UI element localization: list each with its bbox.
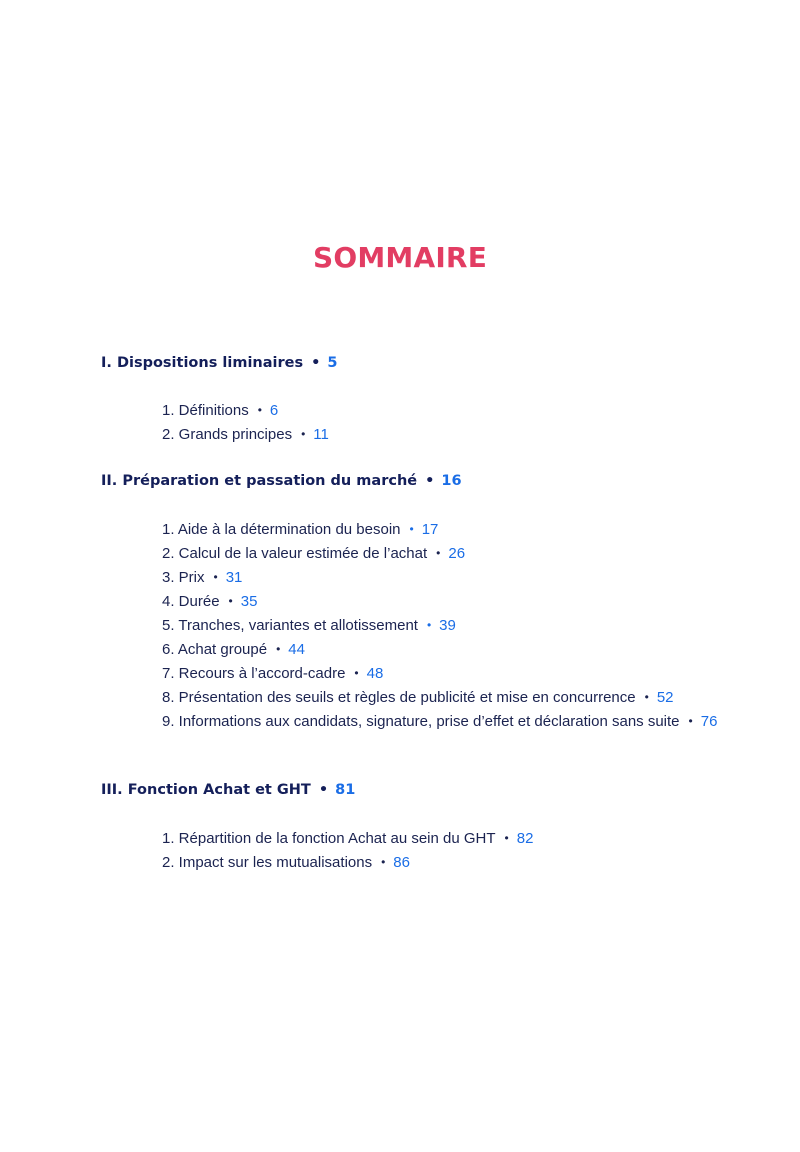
toc-item[interactable]	[162, 398, 329, 422]
toc-list-section-2	[162, 517, 717, 733]
bullet-separator: •	[425, 473, 435, 489]
bullet-separator: •	[381, 855, 386, 869]
toc-item[interactable]	[162, 517, 717, 541]
toc-item-label: 6. Achat groupé	[162, 641, 268, 658]
toc-item-page-number: 31	[225, 569, 243, 586]
page-title: SOMMAIRE	[312, 241, 488, 274]
toc-item[interactable]	[162, 422, 329, 446]
section-heading-label: II. Préparation et passation du marché	[101, 473, 418, 489]
toc-item-page-number: 48	[366, 665, 384, 682]
toc-item-page-number: 52	[656, 689, 674, 706]
toc-item-label: 2. Impact sur les mutualisations	[162, 854, 373, 871]
toc-item-page-number: 26	[448, 545, 466, 562]
bullet-separator: •	[301, 427, 306, 441]
toc-item[interactable]	[162, 541, 717, 565]
bullet-separator: •	[436, 546, 441, 560]
bullet-separator: •	[644, 690, 649, 704]
toc-item-label: 9. Informations aux candidats, signature, prise d’effet et déclaration sans suite	[162, 713, 680, 730]
bullet-separator: •	[688, 714, 693, 728]
toc-item[interactable]	[162, 565, 717, 589]
toc-item-page-number: 76	[700, 713, 718, 730]
toc-item[interactable]	[162, 850, 533, 874]
bullet-separator: •	[426, 618, 432, 632]
toc-item-page-number: 17	[421, 521, 439, 538]
toc-item-page-number: 11	[313, 426, 329, 443]
toc-item-label: 1. Répartition de la fonction Achat au sein du GHT	[162, 830, 496, 847]
toc-item[interactable]	[162, 661, 717, 685]
bullet-separator: •	[318, 782, 329, 798]
bullet-separator: •	[354, 666, 359, 680]
toc-item-label: 4. Durée	[162, 593, 220, 610]
section-heading-3	[101, 780, 355, 800]
toc-item-label: 2. Calcul de la valeur estimée de l’achat	[162, 545, 428, 562]
toc-item[interactable]	[162, 637, 717, 661]
toc-item-label: 1. Aide à la détermination du besoin	[162, 521, 401, 538]
section-page-number: 81	[335, 782, 356, 798]
bullet-separator: •	[257, 403, 262, 417]
toc-list-section-3	[162, 826, 533, 874]
section-page-number: 16	[441, 473, 462, 489]
bullet-separator: •	[409, 522, 414, 536]
section-heading-2	[101, 471, 462, 491]
toc-item[interactable]	[162, 613, 717, 637]
section-heading-label: I. Dispositions liminaires	[101, 355, 304, 371]
toc-list-section-1	[162, 398, 329, 446]
bullet-separator: •	[213, 570, 218, 584]
bullet-separator: •	[276, 642, 281, 656]
toc-item-label: 2. Grands principes	[162, 426, 293, 443]
bullet-separator: •	[311, 355, 321, 371]
toc-item[interactable]	[162, 589, 717, 613]
section-heading-label: III. Fonction Achat et GHT	[101, 782, 311, 798]
toc-item-label: 8. Présentation des seuils et règles de publicité et mise en concurrence	[162, 689, 636, 706]
section-page-number: 5	[327, 355, 338, 371]
section-heading-1	[101, 353, 337, 373]
bullet-separator: •	[504, 831, 509, 845]
toc-item-page-number: 39	[439, 617, 456, 634]
toc-item-page-number: 86	[393, 854, 410, 871]
toc-item[interactable]	[162, 709, 717, 733]
toc-item-page-number: 35	[240, 593, 258, 610]
toc-item-label: 1. Définitions	[162, 402, 249, 419]
toc-item-label: 3. Prix	[162, 569, 205, 586]
toc-item-page-number: 44	[288, 641, 305, 658]
toc-item-label: 7. Recours à l’accord-cadre	[162, 665, 346, 682]
toc-item[interactable]	[162, 826, 533, 850]
toc-item-page-number: 6	[269, 402, 279, 419]
toc-item-label: 5. Tranches, variantes et allotissement	[162, 617, 418, 634]
bullet-separator: •	[228, 594, 233, 608]
toc-item[interactable]	[162, 685, 717, 709]
toc-item-page-number: 82	[516, 830, 534, 847]
